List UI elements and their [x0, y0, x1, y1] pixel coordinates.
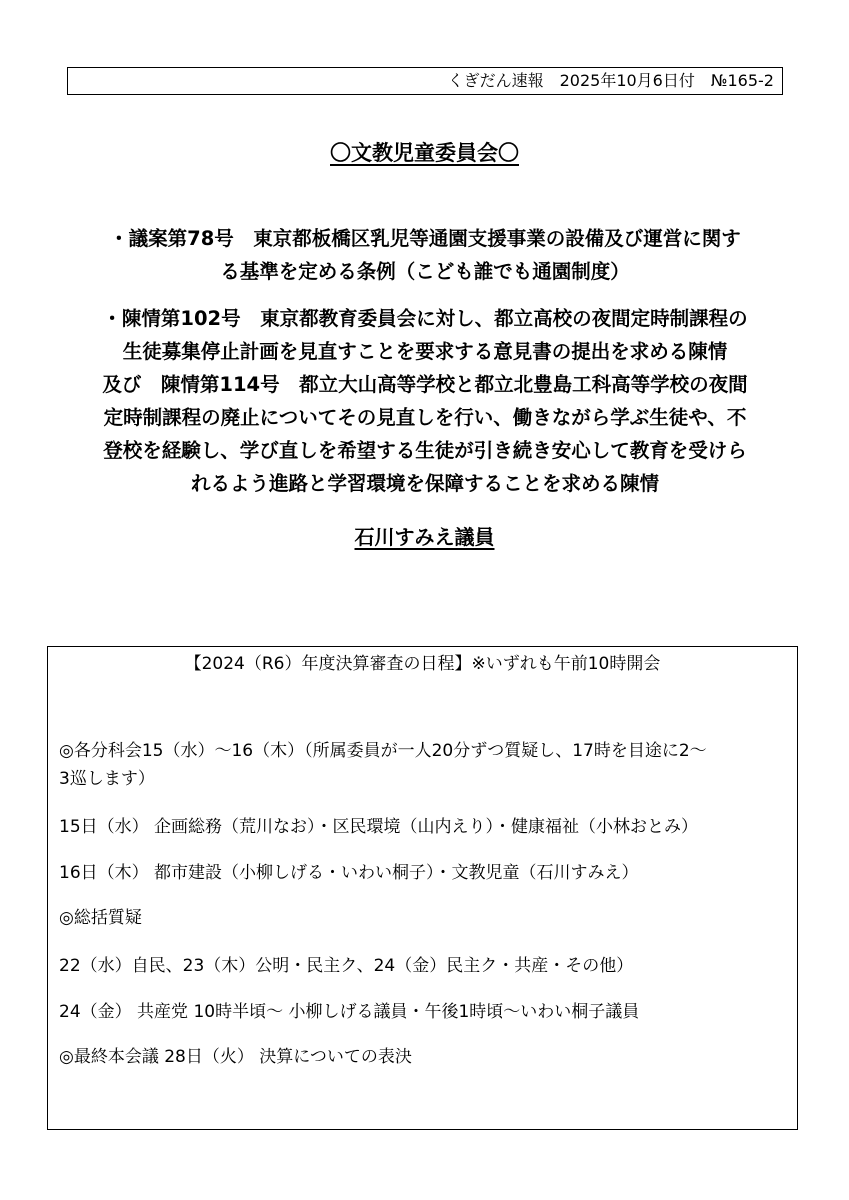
agenda-line: 及び 陳情第114号 都立大山高等学校と都立北豊島工科高等学校の夜間: [102, 373, 748, 396]
agenda-line: ・議案第78号 東京都板橋区乳児等通園支援事業の設備及び運営に関す: [109, 227, 741, 250]
agenda-line: ・陳情第102号 東京都教育委員会に対し、都立高校の夜間定時制課程の: [102, 307, 748, 330]
agenda-line: 生徒募集停止計画を見直すことを要求する意見書の提出を求める陳情: [122, 340, 728, 363]
schedule-line: ◎総括質疑: [59, 908, 142, 928]
schedule-line: 3巡します）: [59, 769, 155, 789]
committee-title-text: 〇文教児童委員会〇: [330, 141, 519, 165]
schedule-line: ◎各分科会15（水）～16（木）（所属委員が一人20分ずつ質疑し、17時を目途に2～: [59, 741, 707, 761]
agenda-line: 定時制課程の廃止についてその見直しを行い、働きながら学ぶ生徒や、不: [103, 406, 747, 429]
newsletter-header-text: くぎだん速報 2025年10月6日付 №165-2: [447, 71, 774, 90]
newsletter-header-box: [67, 67, 783, 95]
schedule-line: 22（水）自民、23（木）公明・民主ク、24（金）民主ク・共産・その他）: [59, 956, 634, 976]
schedule-title: 【2024（R6）年度決算審査の日程】※いずれも午前10時開会: [184, 654, 661, 674]
schedule-line: ◎最終本会議 28日（火） 決算についての表決: [59, 1047, 412, 1067]
schedule-line: 16日（木） 都市建設（小柳しげる・いわい桐子）・文教児童（石川すみえ）: [59, 863, 639, 883]
agenda-line: る基準を定める条例（こども誰でも通園制度）: [220, 260, 630, 283]
schedule-line: 24（金） 共産党 10時半頃～ 小柳しげる議員・午後1時頃～いわい桐子議員: [59, 1002, 640, 1022]
schedule-line: 15日（水） 企画総務（荒川なお）・区民環境（山内えり）・健康福祉（小林おとみ）: [59, 817, 699, 837]
schedule-box: [47, 646, 798, 1130]
agenda-line: れるよう進路と学習環境を保障することを求める陳情: [190, 472, 659, 495]
committee-title: [0, 138, 849, 168]
agenda-line: 登校を経験し、学び直しを希望する生徒が引き続き安心して教育を受けら: [103, 439, 747, 462]
agenda-list: [60, 222, 790, 500]
member-name-text: 石川すみえ議員: [354, 525, 495, 549]
member-name: [0, 522, 849, 552]
